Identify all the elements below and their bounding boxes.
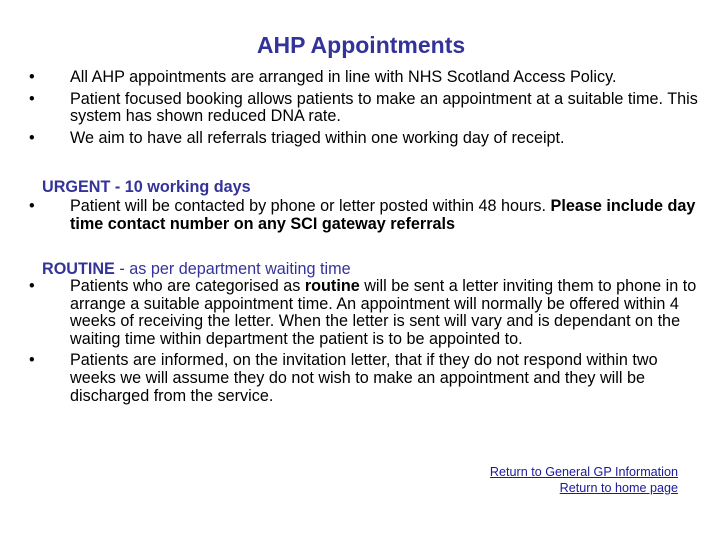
bullet-icon: • (29, 197, 35, 215)
bullet-icon: • (29, 68, 35, 86)
page-title: AHP Appointments (256, 32, 466, 58)
routine-heading-bold: ROUTINE (42, 260, 115, 278)
routine-emphasis-text: routine (304, 277, 360, 295)
list-item-text: Patients who are categorised as (70, 277, 305, 295)
bullet-icon: • (29, 128, 35, 147)
list-item-text: Patient will be contacted by phone or letter posted within 48 hours. (70, 197, 551, 215)
list-item (29, 352, 699, 405)
list-item (29, 69, 699, 87)
urgent-heading (42, 178, 251, 196)
list-item (29, 130, 699, 148)
list-item-text: All AHP appointments are arranged in line with NHS Scotland Access Policy. (70, 68, 617, 86)
navigation-links (490, 464, 678, 496)
intro-bullet-list (29, 69, 699, 147)
return-home-link[interactable]: Return to home page (559, 481, 678, 495)
return-general-gp-link[interactable]: Return to General GP Information (489, 465, 678, 479)
list-item (29, 198, 699, 233)
list-item-text: Patients are informed, on the invitation letter, that if they do not respond within two weeks we will assume they do not wish to make an appointment and they will be discharged from the service. (70, 351, 658, 405)
urgent-emphasis-text: Please include day time contact number on any SCI gateway referrals (70, 197, 696, 233)
routine-heading (42, 260, 351, 278)
urgent-heading-text: URGENT - 10 working days (42, 178, 251, 196)
list-item-text: We aim to have all referrals triaged within one working day of receipt. (70, 128, 565, 147)
routine-bullet-list (29, 278, 699, 405)
bullet-icon: • (29, 277, 35, 295)
list-item-text: will be sent a letter inviting them to phone in to arrange a suitable appointment time. An appointment will normally be offered within 4 weeks of receiving the letter. When the letter is sent will vary and is dependant on the waiting time within department the patient is to be appointed to. (70, 277, 697, 348)
bullet-icon: • (29, 351, 35, 370)
routine-heading-rest: - as per department waiting time (114, 260, 351, 278)
bullet-icon: • (29, 89, 35, 108)
urgent-bullet-list (29, 198, 699, 233)
list-item (29, 278, 699, 348)
list-item-text: Patient focused booking allows patients to make an appointment at a suitable time. This system has shown reduced DNA rate. (70, 89, 698, 126)
list-item (29, 91, 699, 126)
